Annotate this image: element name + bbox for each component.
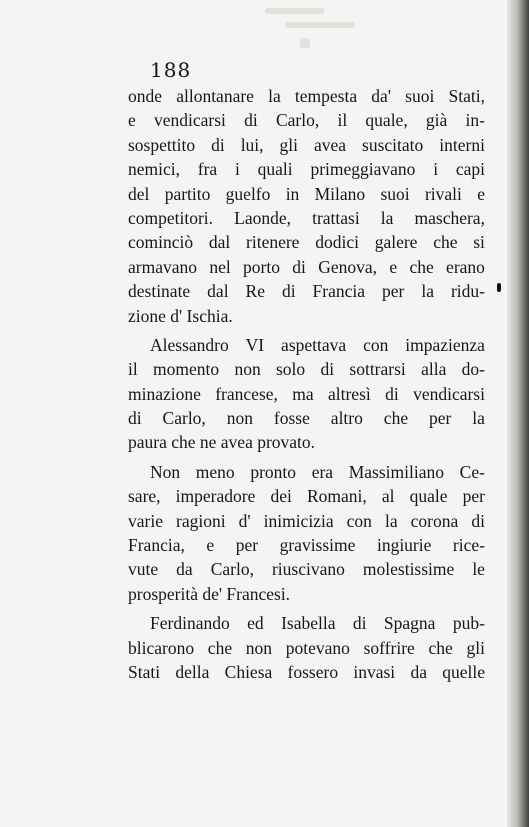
- text-line: e vendicarsi di Carlo, il quale, già in-: [128, 110, 485, 131]
- text-line: paura che ne avea provato.: [128, 432, 316, 453]
- page-number: 188: [150, 58, 192, 82]
- text-line: armavano nel porto di Genova, e che erano: [128, 256, 485, 277]
- text-line: minazione francese, ma altresì di vendicarsi: [128, 383, 485, 404]
- text-line: competitori. Laonde, trattasi la maschera,: [128, 207, 485, 228]
- paragraph: [128, 611, 485, 684]
- book-gutter-shadow: [507, 0, 529, 827]
- paragraph: [128, 84, 485, 328]
- text-line: Stati della Chiesa fossero invasi da quelle: [128, 661, 485, 682]
- text-line: il momento non solo di sottrarsi alla do-: [128, 359, 485, 380]
- paragraph: [128, 460, 485, 606]
- text-line: Non meno pronto era Massimiliano Ce-: [150, 461, 485, 482]
- text-line: Francia, e per gravissime ingiurie rice-: [128, 535, 485, 556]
- show-through-text: [265, 8, 355, 53]
- body-text: [128, 84, 485, 684]
- text-line: sospettito di lui, gli avea suscitato interni: [128, 134, 485, 155]
- text-line: zione d' Ischia.: [128, 305, 233, 326]
- text-line: nemici, fra i quali primeggiavano i capi: [128, 159, 485, 180]
- text-line: Alessandro VI aspettava con impazienza: [150, 334, 485, 355]
- text-line: vute da Carlo, riuscivano molestissime le: [128, 559, 485, 580]
- paragraph: [128, 333, 485, 455]
- text-line: Ferdinando ed Isabella di Spagna pub-: [150, 613, 485, 634]
- text-line: sare, imperadore dei Romani, al quale per: [128, 486, 485, 507]
- text-line: varie ragioni d' inimicizia con la corona di: [128, 510, 485, 531]
- ink-spot: [497, 283, 501, 292]
- text-line: destinate dal Re di Francia per la ridu-: [128, 281, 485, 302]
- text-line: di Carlo, non fosse altro che per la: [128, 408, 485, 429]
- text-line: onde allontanare la tempesta da' suoi Stati,: [128, 86, 485, 106]
- text-line: cominciò dal ritenere dodici galere che si: [128, 232, 485, 253]
- text-line: blicarono che non potevano soffrire che gli: [128, 637, 485, 658]
- text-line: del partito guelfo in Milano suoi rivali e: [128, 183, 485, 204]
- text-line: prosperità de' Francesi.: [128, 583, 291, 604]
